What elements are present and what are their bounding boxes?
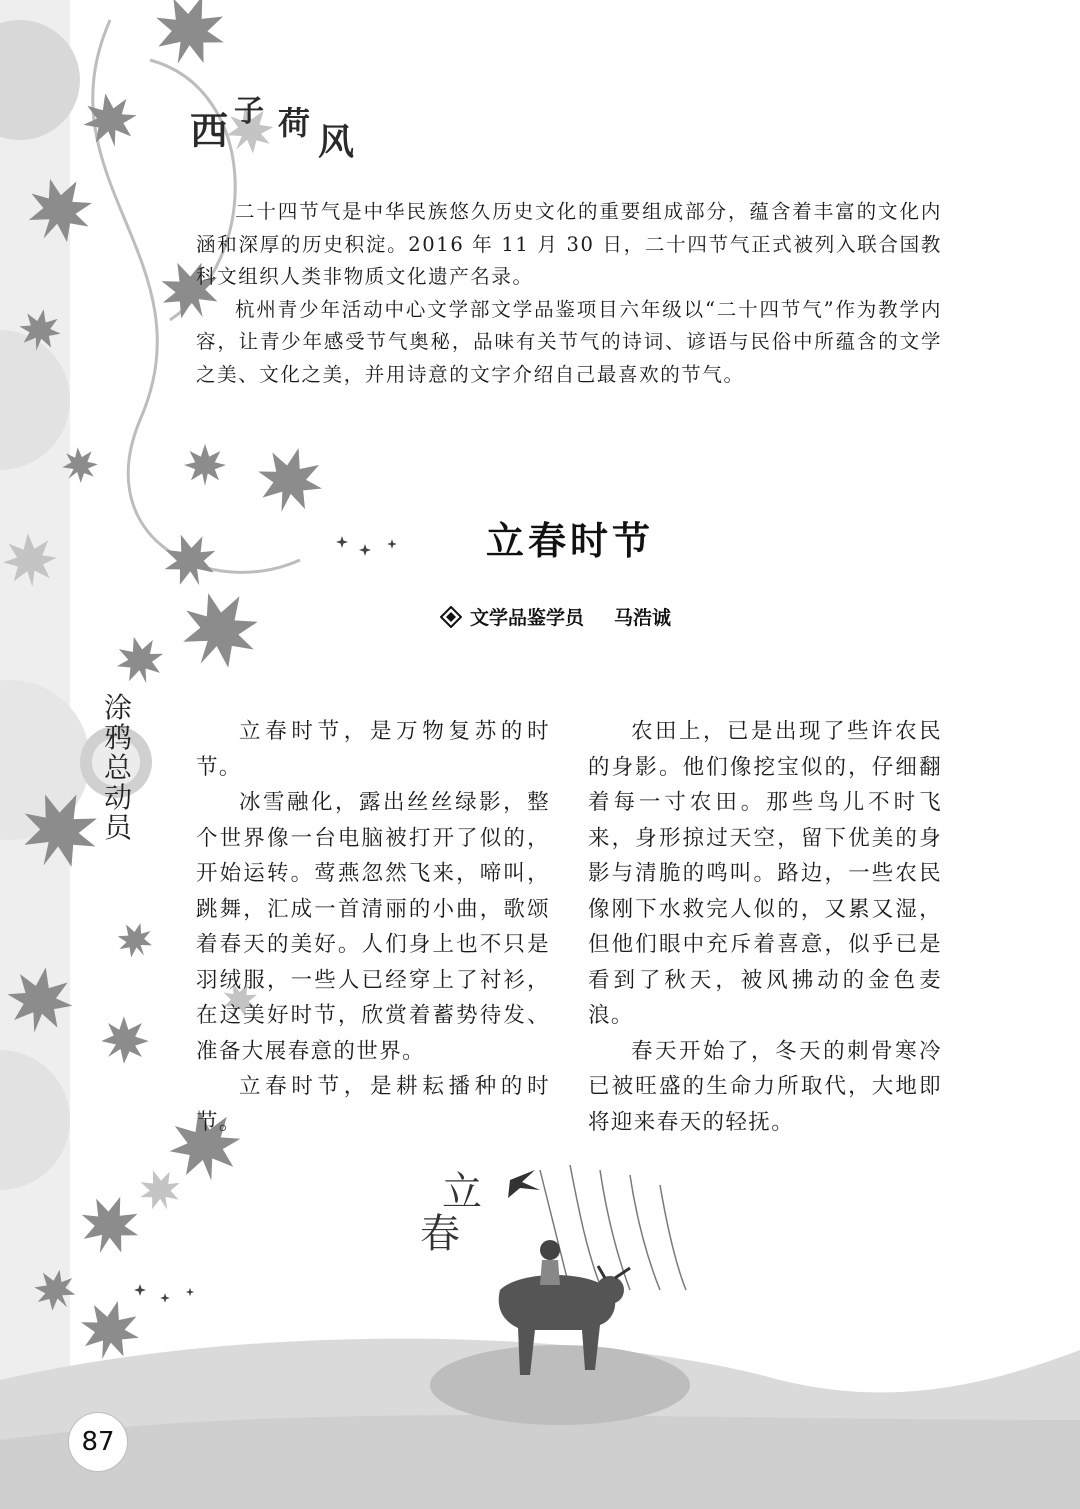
article-paragraph: 立春时节，是万物复苏的时节。: [196, 719, 550, 780]
intro-paragraph: 杭州青少年活动中心文学部文学品鉴项目六年级以“二十四节气”作为教学内容，让青少年感受节气奥秘，品味有关节气的诗词、谚语与民俗中所蕴含的文学之美、文化之美，并用诗意的文字介绍自己最喜欢的节气。: [196, 297, 942, 386]
column-logo-char: 荷: [278, 104, 311, 142]
spring-illustration: [410, 1150, 710, 1430]
side-label-char: 动: [104, 781, 133, 814]
byline-author: 马浩诚: [614, 607, 672, 629]
side-label-char: 员: [104, 811, 133, 844]
article-paragraph: 农田上，已是出现了些许农民的身影。他们像挖宝似的，仔细翻着每一寸农田。那些鸟儿不时飞来，身形掠过天空，留下优美的身影与清脆的鸣叫。路边，一些农民像刚下水救完人似的，又累又湿，但他们眼中充斥着喜意，似乎已是看到了秋天，被风拂动的金色麦浪。: [588, 719, 942, 1028]
article-paragraph: 春天开始了，冬天的刺骨寒冷已被旺盛的生命力所取代，大地即将迎来春天的轻抚。: [588, 1038, 942, 1135]
article-title: 立春时节: [485, 519, 654, 563]
side-label-char: 鸦: [104, 721, 133, 754]
byline-role: 文学品鉴学员: [470, 607, 585, 629]
article-paragraph: 立春时节，是耕耘播种的时节。: [196, 1074, 550, 1135]
side-label-char: 总: [104, 751, 133, 784]
side-label-char: 涂: [104, 691, 133, 724]
illustration-title-char: 春: [420, 1211, 460, 1257]
side-column-label: [78, 684, 154, 844]
article-column-right: [588, 714, 942, 1140]
intro-section: [196, 196, 942, 391]
column-logo: [190, 92, 390, 162]
page-number: 87: [68, 1412, 128, 1472]
diamond-bullet-icon: [440, 606, 462, 628]
column-logo-char: 子: [234, 94, 264, 129]
column-logo-char: 西: [190, 109, 229, 153]
bg-circle: [0, 680, 90, 840]
byline: [440, 603, 770, 630]
illustration-title-char: 立: [442, 1169, 482, 1215]
article-paragraph: 冰雪融化，露出丝丝绿影，整个世界像一台电脑被打开了似的，开始运转。莺燕忽然飞来，啼叫，跳舞，汇成一首清丽的小曲，歌颂着春天的美好。人们身上也不只是羽绒服，一些人已经穿上了衬衫，在这美好时节，欣赏着蓄势待发、准备大展春意的世界。: [196, 790, 550, 1064]
article-column-left: [196, 714, 550, 1140]
column-logo-char: 风: [318, 122, 355, 163]
intro-paragraph: 二十四节气是中华民族悠久历史文化的重要组成部分，蕴含着丰富的文化内涵和深厚的历史积淀。2016 年 11 月 30 日，二十四节气正式被列入联合国教科文组织人类非物质文化遗产名录。: [196, 200, 942, 288]
